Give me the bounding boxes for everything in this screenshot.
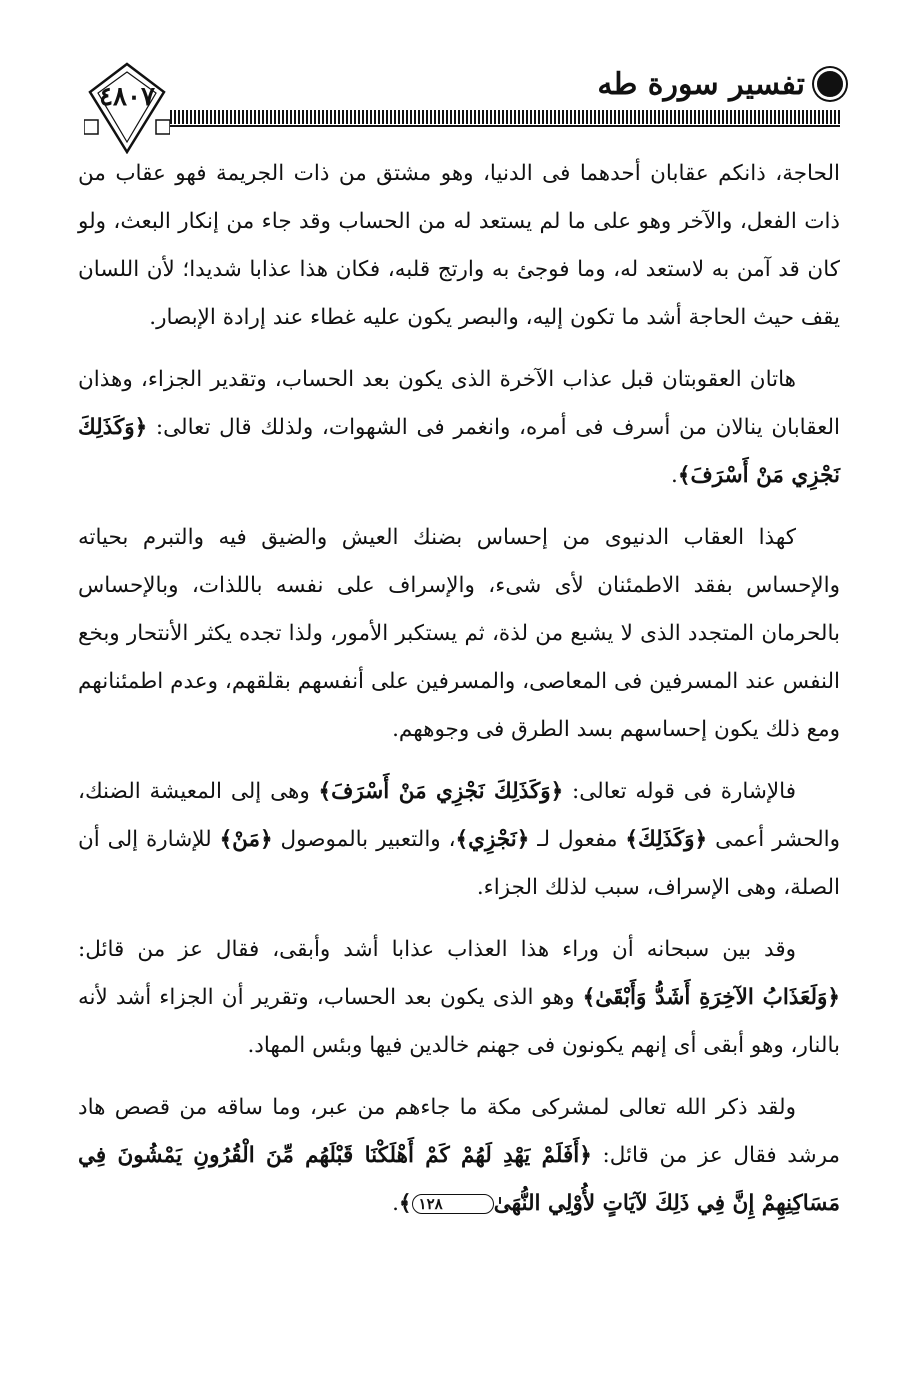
ayah-number: ١٢٨ [412, 1194, 494, 1214]
quran-quote: ﴿وَلَعَذَابُ الآخِرَةِ أَشَدُّ وَأَبْقَىٰ﴾ [582, 985, 840, 1010]
paragraph-text: ولقد ذكر الله تعالى لمشركى مكة ما جاءهم من عبر، وما ساقه من قصص هاد مرشد فقال عز من قائل: [78, 1095, 840, 1168]
paragraph-text: وهو الذى يكون بعد الحساب، وتقرير أن الجزاء أشد لأنه بالنار، وهو أبقى أى إنهم يكونون فى جهنم خالدين فيها وبئس المهاد. [78, 985, 840, 1058]
quran-quote: ﴿وَكَذَلِكَ﴾ [625, 827, 708, 852]
paragraph [78, 514, 840, 754]
paragraph [78, 926, 840, 1070]
paragraph [78, 768, 840, 912]
header-rule [170, 110, 840, 124]
quran-quote: ﴿أَفَلَمْ يَهْدِ لَهُمْ كَمْ أَهْلَكْنَا قَبْلَهُم مِّنَ الْقُرُونِ يَمْشُونَ فِي مَسَاكِنِهِمْ إِنَّ فِي ذَلِكَ لآيَاتٍ لأُوْلِي النُّهَىٰ [78, 1143, 840, 1216]
paragraph-text: كهذا العقاب الدنيوى من إحساس بضنك العيش والضيق فيه والتبرم بحياته والإحساس بفقد الاطمئنان لأى شىء، والإسراف على نفسه باللذات، وبالإحساس بالحرمان المتجدد الذى لا يشبع من لذة، ثم يستكبر الأمور، ولذا تجده يكثر الأنتحار وبخع النفس عند المسرفين فى المعاصى، والمسرفين على أنفسهم بقلقهم، وعدم اطمئنانهم ومع ذلك يكون إحساسهم بسد الطرق فى وجوههم. [78, 525, 840, 742]
paragraph-text: الحاجة، ذانكم عقابان أحدهما فى الدنيا، وهو مشتق من ذات الجريمة فهو عقاب من ذات الفعل، والآخر وهو على ما لم يستعد له من الحساب وقد جاء من إنكار البعث، ولو كان قد آمن به لاستعد له، وما فوجئ به وارتج قلبه، فكان هذا عذابا شديدا؛ لأن اللسان يقف حيث الحاجة أشد ما تكون إليه، والبصر يكون عليه غطاء عند إرادة الإبصار. [78, 161, 840, 330]
page-body [78, 150, 840, 1242]
quran-quote: ﴿مَنْ﴾ [219, 827, 273, 852]
paragraph-text: للإشارة إلى أن الصلة، وهى الإسراف، سبب لذلك الجزاء. [78, 827, 840, 900]
paragraph [78, 356, 840, 500]
running-title [597, 64, 843, 104]
paragraph-text: مفعول لـ [529, 827, 626, 852]
paragraph [78, 1084, 840, 1228]
page-number-badge [84, 62, 170, 154]
paragraph-text: هاتان العقوبتان قبل عذاب الآخرة الذى يكون بعد الحساب، وتقدير الجزاء، وهذان العقابان ينالان من أسرف فى أمره، وانغمر فى الشهوات، ولذلك قال تعالى: [78, 367, 840, 440]
paragraph [78, 150, 840, 342]
paragraph-text: فالإشارة فى قوله تعالى: [563, 779, 796, 804]
surah-title: تفسير سورة طه [597, 66, 805, 102]
title-ornament-icon [817, 71, 843, 97]
page-number: ٤٨٠٧ [99, 82, 155, 112]
paragraph-text: ، والتعبير بالموصول [272, 827, 456, 852]
paragraph-text: وهى إلى المعيشة الضنك، والحشر أعمى [78, 779, 840, 852]
page-header [0, 0, 913, 170]
paragraph-text: وقد بين سبحانه أن وراء هذا العذاب عذابا أشد وأبقى، فقال عز من قائل: [78, 937, 796, 962]
quran-quote: ﴿نَجْزِي﴾ [455, 827, 530, 852]
quran-quote: ﴿وَكَذَلِكَ نَجْزِي مَنْ أَسْرَفَ﴾ [318, 779, 564, 804]
quran-quote: ﴾ [398, 1191, 412, 1216]
paragraph-text: . [392, 1191, 399, 1216]
paragraph-text: . [671, 463, 678, 488]
quran-quote: ﴿وَكَذَلِكَ نَجْزِي مَنْ أَسْرَفَ﴾ [78, 415, 840, 488]
